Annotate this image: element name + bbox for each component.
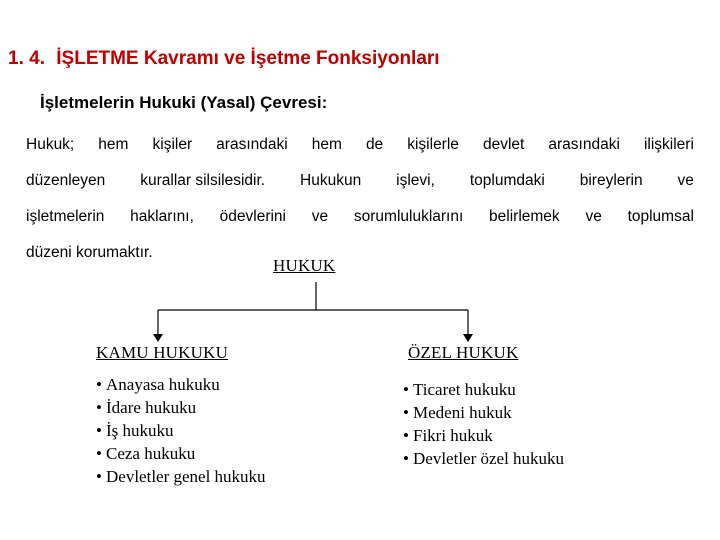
kamu-hukuku-item: • Anayasa hukuku bbox=[96, 373, 266, 396]
paragraph-word: hem bbox=[98, 136, 129, 153]
paragraph-word: işletmelerin bbox=[26, 208, 105, 225]
ozel-hukuk-item: • Devletler özel hukuku bbox=[403, 447, 564, 470]
paragraph-word: düzeni korumaktır. bbox=[26, 244, 153, 261]
paragraph-word: Hukuk; bbox=[26, 136, 75, 153]
ozel-hukuk-item: • Medeni hukuk bbox=[403, 401, 564, 424]
paragraph-word: toplumdaki bbox=[469, 172, 545, 189]
section-subtitle: İşletmelerin Hukuki (Yasal) Çevresi: bbox=[40, 93, 328, 112]
kamu-hukuku-item: • İş hukuku bbox=[96, 419, 266, 442]
kamu-hukuku-item: • Devletler genel hukuku bbox=[96, 465, 266, 488]
slide-title-text: İŞLETME Kavramı ve İşetme Fonksiyonları bbox=[56, 48, 440, 69]
paragraph-word: hem bbox=[311, 136, 342, 153]
paragraph-word: düzenleyen bbox=[26, 172, 106, 189]
kamu-hukuku-list bbox=[96, 373, 266, 488]
paragraph-word: işlevi, bbox=[396, 172, 435, 189]
paragraph-word: toplumsal bbox=[627, 208, 694, 225]
arrow-right-head bbox=[463, 334, 473, 342]
paragraph-word: kişilerle bbox=[407, 136, 459, 153]
paragraph-word: arasındaki bbox=[216, 136, 288, 153]
ozel-hukuk-item: • Ticaret hukuku bbox=[403, 378, 564, 401]
ozel-hukuk-item: • Fikri hukuk bbox=[403, 424, 564, 447]
paragraph-word: belirlemek bbox=[489, 208, 560, 225]
arrow-left-head bbox=[153, 334, 163, 342]
kamu-hukuku-item: • Ceza hukuku bbox=[96, 442, 266, 465]
paragraph-word: bireylerin bbox=[579, 172, 643, 189]
ozel-hukuk-heading: ÖZEL HUKUK bbox=[408, 343, 519, 362]
paragraph-word: de bbox=[365, 136, 384, 153]
paragraph-word: devlet bbox=[482, 136, 525, 153]
slide-number: 1. 4. bbox=[8, 48, 45, 69]
kamu-hukuku-heading: KAMU HUKUKU bbox=[96, 343, 229, 362]
paragraph-word: Hukukun bbox=[300, 172, 362, 189]
paragraph-word: haklarını, bbox=[130, 208, 194, 225]
paragraph-word: arasındaki bbox=[548, 136, 620, 153]
paragraph-word: ödevlerini bbox=[219, 208, 287, 225]
paragraph-word: ve bbox=[677, 172, 694, 189]
paragraph-word: kişiler bbox=[152, 136, 193, 153]
root-node-hukuk: HUKUK bbox=[273, 256, 336, 275]
kamu-hukuku-item: • İdare hukuku bbox=[96, 396, 266, 419]
paragraph-word: ilişkileri bbox=[643, 136, 694, 153]
paragraph-word: sorumluluklarını bbox=[353, 208, 464, 225]
paragraph-word: ve bbox=[585, 208, 602, 225]
paragraph-word: kurallar silsilesidir. bbox=[140, 172, 266, 189]
ozel-hukuk-list bbox=[403, 378, 564, 470]
paragraph-word: ve bbox=[311, 208, 329, 225]
